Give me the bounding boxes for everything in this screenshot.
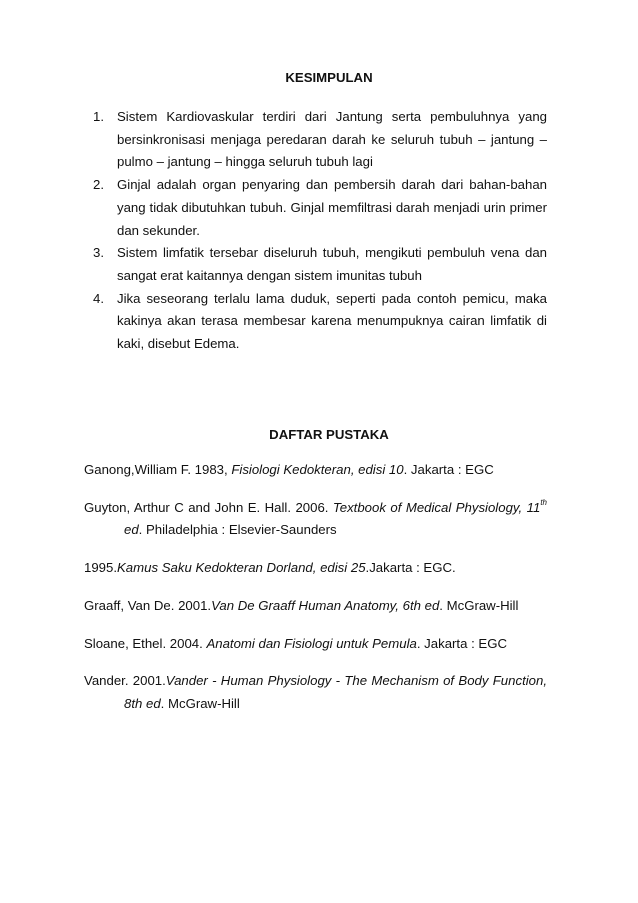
conclusion-item-number: 1. [93, 109, 104, 124]
reference-publisher: . Jakarta : EGC [403, 462, 494, 477]
reference-entry [84, 670, 547, 715]
conclusion-item-text: Jika seseorang terlalu lama duduk, seperti pada contoh pemicu, maka kakinya akan terasa membesar karena menumpuknya cairan limfatik di kaki, disebut Edema. [117, 290, 547, 352]
conclusion-list [93, 106, 547, 356]
conclusion-item-text: Sistem Kardiovaskular terdiri dari Jantung serta pembuluhnya yang bersinkronisasi menjaga peredaran darah ke seluruh tubuh – jantung – pulmo – jantung – hingga seluruh tubuh lagi [117, 109, 547, 170]
reference-publisher: . McGraw-Hill [439, 597, 519, 613]
reference-author: Sloane, Ethel. 2004. [84, 635, 207, 651]
reference-entry [84, 633, 547, 656]
conclusion-item-text: Sistem limfatik tersebar diseluruh tubuh, mengikuti pembuluh vena dan sangat erat kaitannya dengan sistem imunitas tubuh [117, 245, 547, 283]
reference-publisher: .Jakarta : EGC. [365, 560, 456, 576]
reference-title: Anatomi dan Fisiologi untuk Pemula [206, 635, 417, 651]
conclusion-item [93, 242, 547, 287]
conclusion-item-number: 3. [93, 245, 104, 261]
conclusion-item [93, 106, 547, 174]
reference-title: Fisiologi Kedokteran, edisi 10 [231, 462, 404, 477]
reference-publisher: . Jakarta : EGC [416, 635, 507, 651]
conclusion-item-text: Ginjal adalah organ penyaring dan pembersih darah dari bahan-bahan yang tidak dibutuhkan tubuh. Ginjal memfiltrasi darah menjadi urin primer dan sekunder. [117, 177, 547, 238]
conclusion-heading: KESIMPULAN [285, 70, 373, 85]
reference-title: Van De Graaff Human Anatomy, 6th ed [211, 597, 440, 613]
reference-author: Ganong,William F. 1983, [84, 462, 232, 477]
reference-author: Guyton, Arthur C and John E. Hall. 2006. [84, 499, 333, 515]
reference-entry [84, 497, 547, 542]
reference-title: Kamus Saku Kedokteran Dorland, edisi 25 [117, 560, 366, 576]
reference-entry [84, 595, 547, 618]
reference-publisher: . McGraw-Hill [160, 695, 240, 711]
reference-author: Vander. 2001. [84, 673, 166, 689]
reference-title: Textbook of Medical Physiology, 11 [332, 499, 541, 515]
reference-author: Graaff, Van De. 2001. [84, 597, 212, 613]
reference-author: 1995. [84, 560, 118, 576]
reference-superscript: th [540, 498, 547, 508]
conclusion-item-number: 4. [93, 290, 104, 306]
reference-entry [84, 459, 547, 482]
reference-title: Vander - Human Physiology - The Mechanism of Body Function, 8th ed [124, 673, 547, 711]
reference-entry [84, 557, 547, 580]
reference-list [84, 459, 547, 731]
reference-publisher: . Philadelphia : Elsevier-Saunders [138, 522, 337, 538]
conclusion-item-number: 2. [93, 177, 104, 193]
reference-title-suffix: ed [124, 522, 139, 538]
references-heading: DAFTAR PUSTAKA [269, 427, 389, 442]
conclusion-item [93, 288, 547, 356]
conclusion-item [93, 174, 547, 242]
